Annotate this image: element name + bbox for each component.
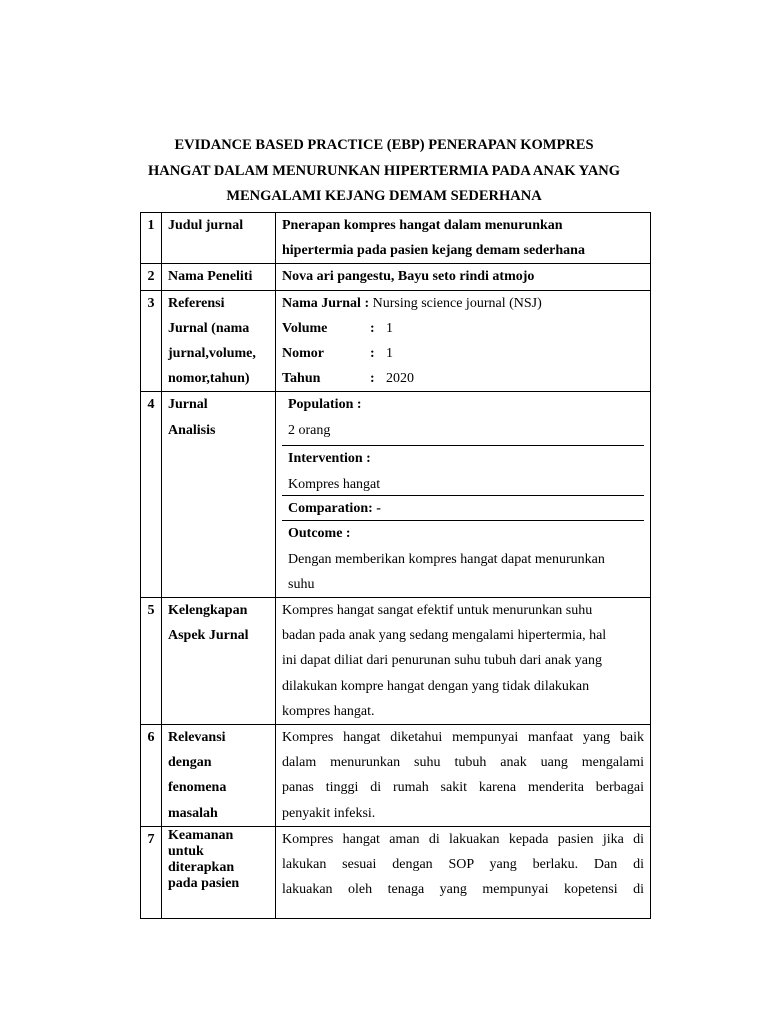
population-label: Population : <box>288 397 362 413</box>
text-line: dalam menurunkan suhu tubuh anak uang mengalami <box>282 755 644 771</box>
nomor-value: 1 <box>386 346 393 362</box>
keamanan-value <box>276 827 651 919</box>
label-line: Jurnal (nama <box>168 320 250 336</box>
label-line: untuk <box>168 844 204 860</box>
table-row <box>141 598 651 725</box>
title-line-1: EVIDANCE BASED PRACTICE (EBP) PENERAPAN KOMPRES <box>174 137 594 153</box>
table-row <box>141 725 651 827</box>
text-line: lakukan sesuai dengan SOP yang berlaku. Dan di <box>282 857 644 873</box>
population-value: 2 orang <box>288 422 331 438</box>
kelengkapan-value <box>276 598 651 725</box>
label-line: fenomena <box>168 780 227 796</box>
row-number: 1 <box>141 213 162 264</box>
text-line: kompres hangat. <box>282 703 375 719</box>
outcome-label: Outcome : <box>288 526 351 542</box>
text-line: badan pada anak yang sedang mengalami hipertermia, hal <box>282 628 607 644</box>
table-row <box>141 827 651 919</box>
row-number: 4 <box>141 392 162 598</box>
journal-name-line <box>282 291 644 316</box>
journal-name-label: Nama Jurnal : <box>282 295 370 311</box>
row-label <box>162 725 276 827</box>
text-line: panas tinggi di rumah sakit karena menderita berbagai <box>282 780 644 796</box>
row-label <box>162 290 276 392</box>
nomor-label: Nomor <box>282 346 324 362</box>
text-line: Pnerapan kompres hangat dalam menurunkan <box>282 218 563 233</box>
title-line-3: MENGALAMI KEJANG DEMAM SEDERHANA <box>226 188 542 204</box>
outcome-section <box>282 521 644 597</box>
colon: : <box>370 320 375 336</box>
label-line: Jurnal <box>168 397 208 413</box>
judul-jurnal-value <box>276 213 651 264</box>
row-number: 5 <box>141 598 162 725</box>
text-line: Kompres hangat sangat efektif untuk menurunkan suhu <box>282 603 593 619</box>
label-line: Analisis <box>168 422 216 438</box>
label-line: pada pasien <box>168 876 240 892</box>
row-number: 7 <box>141 827 162 919</box>
table-row <box>141 290 651 392</box>
intervention-label: Intervention : <box>288 451 371 467</box>
label-line: Aspek Jurnal <box>168 628 249 644</box>
table-row <box>141 264 651 290</box>
label-line: Relevansi <box>168 730 226 746</box>
volume-label: Volume <box>282 320 328 336</box>
referensi-value <box>276 290 651 392</box>
label-line: Keamanan <box>168 828 234 844</box>
label-line: dengan <box>168 755 212 771</box>
table-row <box>141 392 651 598</box>
label-line: Referensi <box>168 295 225 311</box>
row-number: 2 <box>141 264 162 290</box>
journal-name-value: Nursing science journal (NSJ) <box>369 295 542 311</box>
relevansi-value <box>276 725 651 827</box>
row-label: Judul jurnal <box>162 213 276 264</box>
text-line: dilakukan kompre hangat dengan yang tidak dilakukan <box>282 678 590 694</box>
volume-value: 1 <box>386 320 393 336</box>
comparation-label: Comparation: - <box>288 501 381 517</box>
colon: : <box>370 346 375 362</box>
table-row <box>141 213 651 264</box>
row-label: Nama Peneliti <box>162 264 276 290</box>
ebp-table <box>140 212 651 919</box>
text-line: hipertermia pada pasien kejang demam sederhana <box>282 243 585 259</box>
intervention-value: Kompres hangat <box>288 476 381 492</box>
label-line: diterapkan <box>168 860 235 876</box>
text-line: Kompres hangat diketahui mempunyai manfaat yang baik <box>282 730 644 746</box>
label-line: masalah <box>168 805 218 821</box>
document-title <box>120 133 648 210</box>
jurnal-analisis-value <box>276 392 651 598</box>
text-line: Kompres hangat aman di lakuakan kepada pasien jika di <box>282 832 644 848</box>
label-line: nomor,tahun) <box>168 371 250 387</box>
label-line: jurnal,volume, <box>168 346 256 362</box>
row-label <box>162 598 276 725</box>
row-label <box>162 827 276 919</box>
text-line: lakuakan oleh tenaga yang mempunyai kopetensi di <box>282 882 644 898</box>
title-line-2: HANGAT DALAM MENURUNKAN HIPERTERMIA PADA ANAK YANG <box>147 162 621 179</box>
outcome-value-line: Dengan memberikan kompres hangat dapat menurunkan <box>288 551 605 567</box>
outcome-value-line: suhu <box>288 576 315 592</box>
nama-peneliti-value: Nova ari pangestu, Bayu seto rindi atmojo <box>276 264 651 290</box>
tahun-value: 2020 <box>386 371 414 387</box>
text-line: ini dapat diliat dari penurunan suhu tubuh dari anak yang <box>282 653 602 669</box>
colon: : <box>370 371 375 387</box>
row-number: 3 <box>141 290 162 392</box>
label-line: Kelengkapan <box>168 603 248 619</box>
intervention-section <box>282 446 644 496</box>
tahun-label: Tahun <box>282 371 321 387</box>
text-line: penyakit infeksi. <box>282 805 376 821</box>
row-label <box>162 392 276 598</box>
row-number: 6 <box>141 725 162 827</box>
volume-line <box>282 316 644 341</box>
nomor-line <box>282 341 644 366</box>
population-section <box>282 392 644 446</box>
comparation-section <box>282 496 644 521</box>
tahun-line <box>282 366 644 391</box>
